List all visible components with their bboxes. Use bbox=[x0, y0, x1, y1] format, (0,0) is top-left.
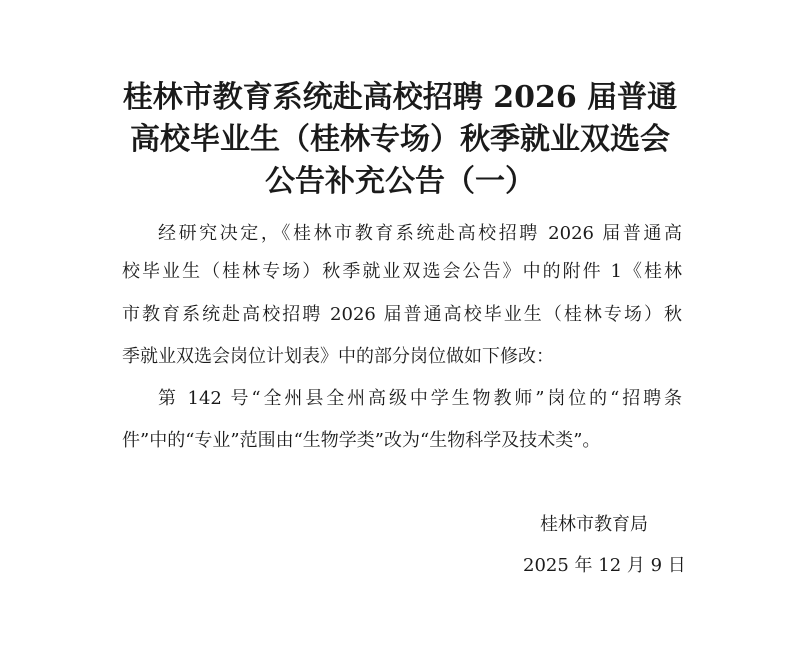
body-paragraph-1-line-3: 市教育系统赴高校招聘 2026 届普通高校毕业生（桂林专场）秋 bbox=[122, 304, 682, 325]
body-paragraph-1-line-1: 经研究决定，《桂林市教育系统赴高校招聘 2026 届普通高 bbox=[158, 223, 682, 244]
body-paragraph-1-line-4: 季就业双选会岗位计划表》中的部分岗位做如下修改： bbox=[122, 346, 554, 367]
body-paragraph-1-line-2: 校毕业生（桂林专场）秋季就业双选会公告》中的附件 1《桂林 bbox=[122, 261, 682, 282]
issue-date: 2025 年 12 月 9 日 bbox=[523, 555, 686, 576]
body-paragraph-2-line-1: 第 142 号“全州县全州高级中学生物教师”岗位的“招聘条 bbox=[158, 388, 682, 409]
issuing-organization: 桂林市教育局 bbox=[540, 514, 648, 535]
body-paragraph-2-line-2: 件”中的“专业”范围由“生物学类”改为“生物科学及技术类”。 bbox=[122, 430, 601, 451]
title-line-2: 高校毕业生（桂林专场）秋季就业双选会 bbox=[130, 122, 670, 157]
title-line-1: 桂林市教育系统赴高校招聘 2026 届普通 bbox=[122, 80, 678, 115]
title-line-3: 公告补充公告（一） bbox=[265, 164, 535, 199]
